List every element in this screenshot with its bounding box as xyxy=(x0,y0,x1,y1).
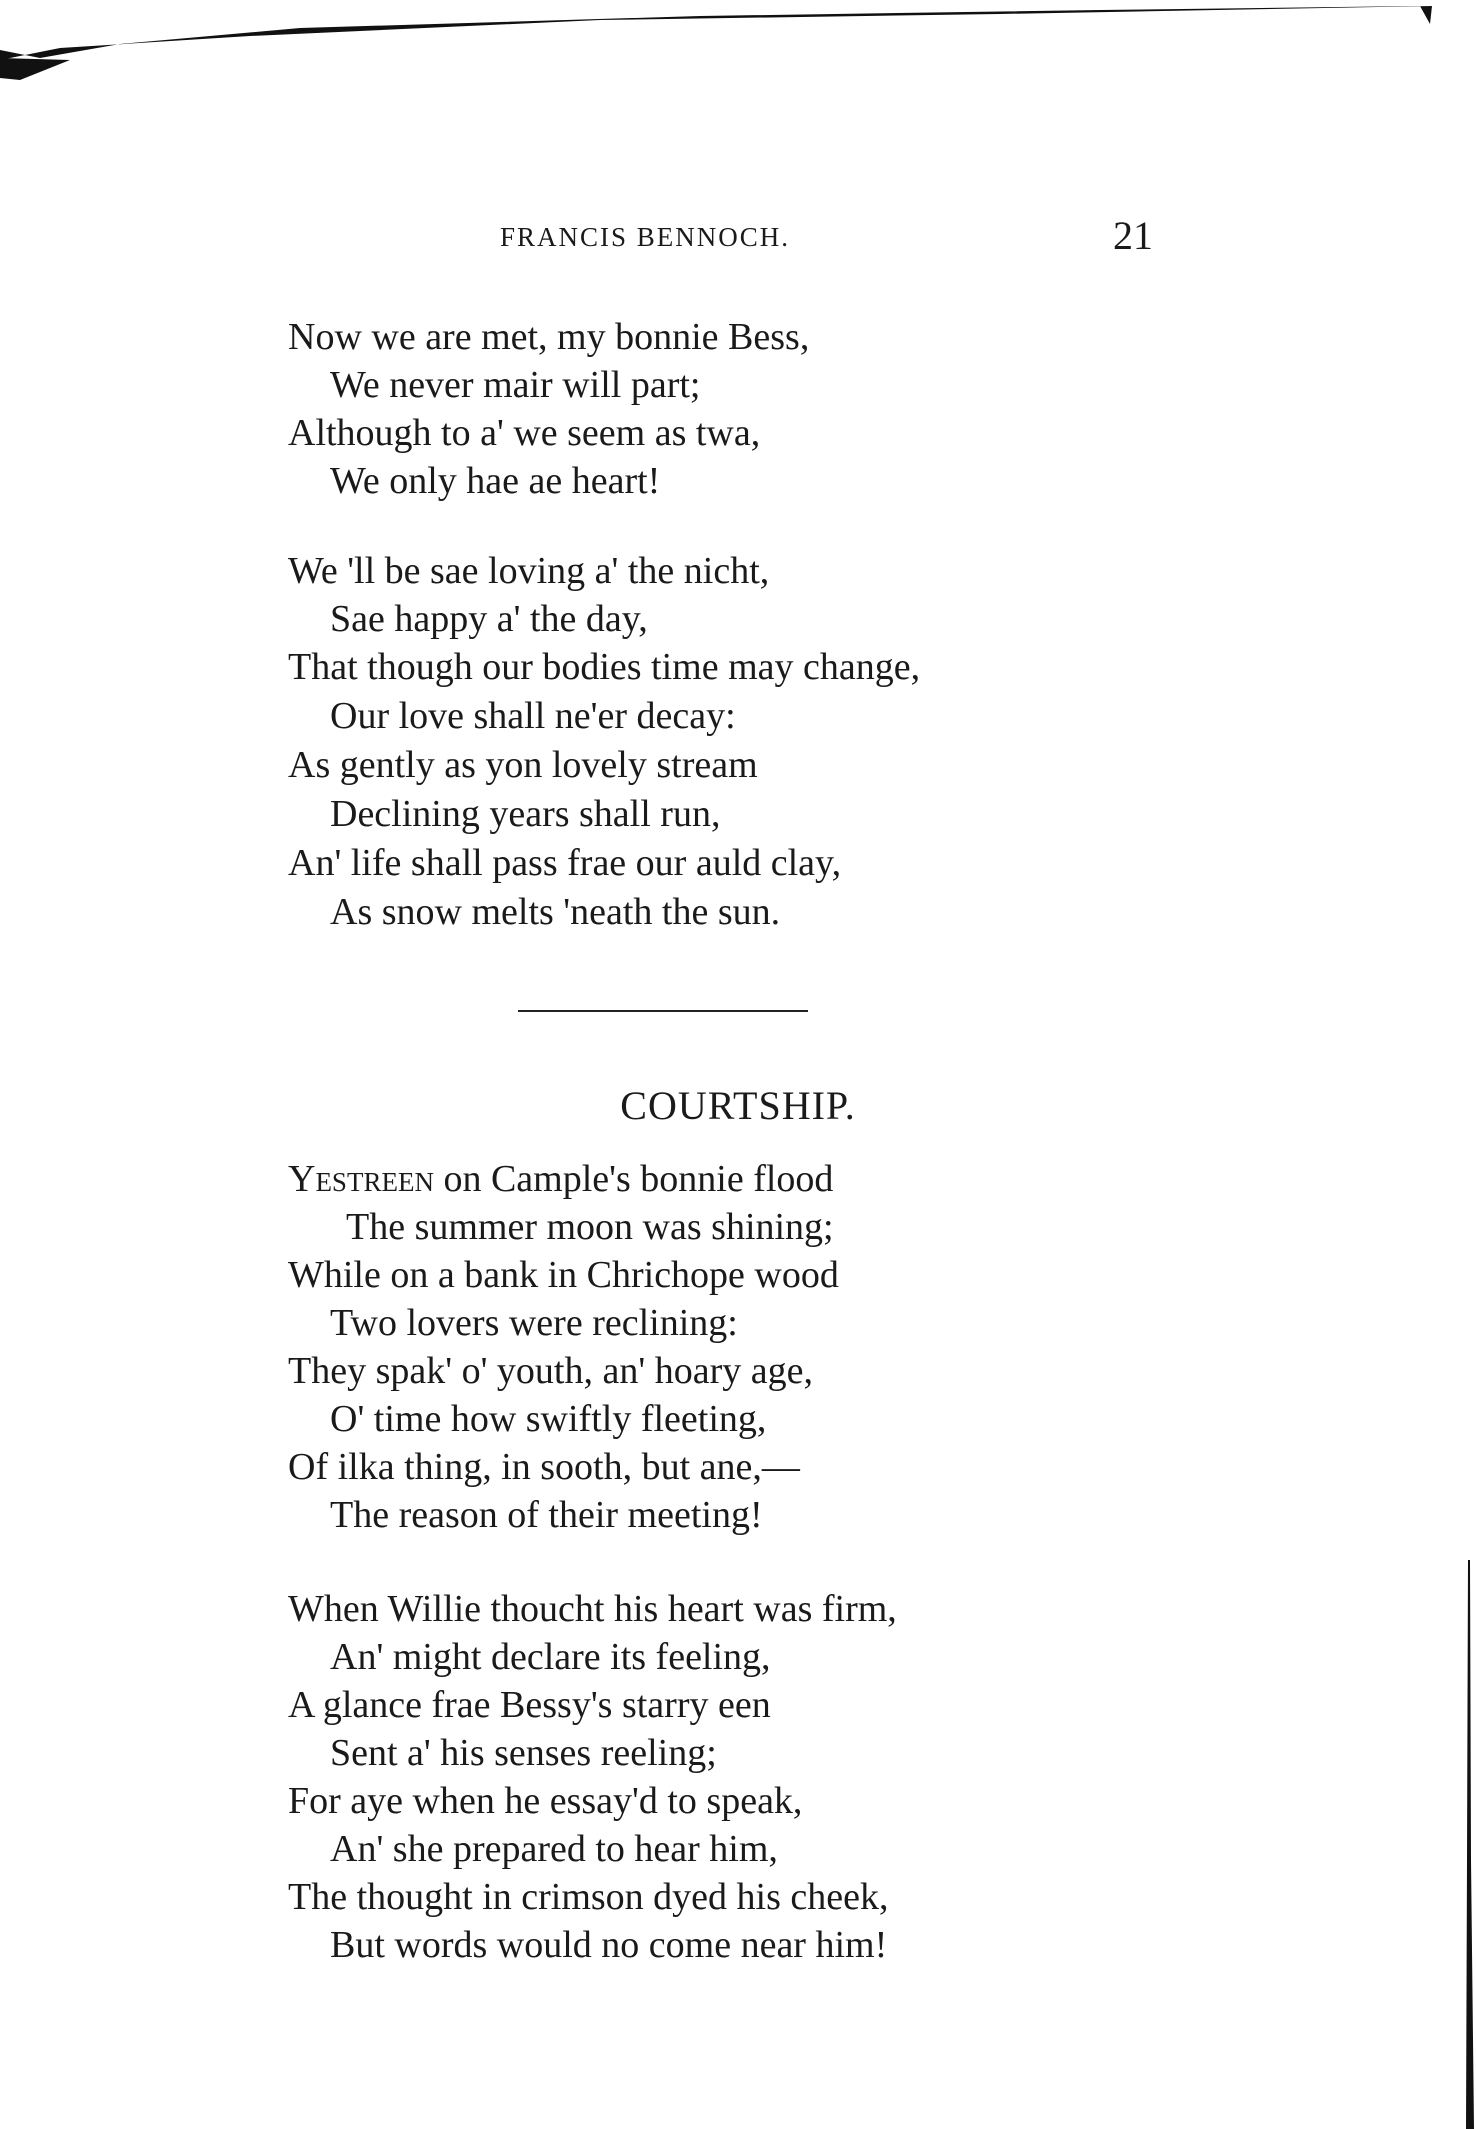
verse-line: An' might declare its feeling, xyxy=(330,1636,771,1678)
verse-line: An' life shall pass frae our auld clay, xyxy=(288,842,842,884)
verse-line: Although to a' we seem as twa, xyxy=(288,412,761,454)
verse-line: O' time how swiftly fleeting, xyxy=(330,1398,767,1440)
verse-line: We 'll be sae loving a' the nicht, xyxy=(288,550,770,592)
opening-word: Yestreen xyxy=(288,1158,434,1200)
scan-edge-shadow xyxy=(0,0,1476,90)
verse-line: When Willie thoucht his heart was firm, xyxy=(288,1588,897,1630)
scan-edge-right xyxy=(1462,1560,1476,2129)
verse-line: Sae happy a' the day, xyxy=(330,598,648,640)
verse-line: An' she prepared to hear him, xyxy=(330,1828,778,1870)
verse-line-rest: on Cample's bonnie flood xyxy=(433,1158,834,1200)
verse-line: That though our bodies time may change, xyxy=(288,646,921,688)
verse-line: We only hae ae heart! xyxy=(330,460,661,502)
running-title: FRANCIS BENNOCH. xyxy=(500,222,791,252)
verse-line: They spak' o' youth, an' hoary age, xyxy=(288,1350,813,1392)
verse-line: While on a bank in Chrichope wood xyxy=(288,1254,839,1296)
verse-line xyxy=(288,1160,833,1198)
verse-line: A glance frae Bessy's starry een xyxy=(288,1684,771,1726)
section-divider xyxy=(518,1010,808,1012)
page-number: 21 xyxy=(1113,213,1153,258)
verse-line: Sent a' his senses reeling; xyxy=(330,1732,717,1774)
verse-line: Our love shall ne'er decay: xyxy=(330,695,736,737)
verse-line: The thought in crimson dyed his cheek, xyxy=(288,1876,889,1918)
verse-line: Of ilka thing, in sooth, but ane,— xyxy=(288,1446,800,1488)
verse-line: As gently as yon lovely stream xyxy=(288,744,758,786)
verse-line: The reason of their meeting! xyxy=(330,1494,763,1536)
verse-line: Declining years shall run, xyxy=(330,793,721,835)
verse-line: As snow melts 'neath the sun. xyxy=(330,891,781,933)
verse-line: For aye when he essay'd to speak, xyxy=(288,1780,803,1822)
verse-line: The summer moon was shining; xyxy=(346,1206,834,1248)
running-head xyxy=(0,213,1476,258)
verse-line: We never mair will part; xyxy=(330,364,701,406)
poem-title: COURTSHIP. xyxy=(620,1083,856,1128)
verse-line: But words would no come near him! xyxy=(330,1924,888,1966)
verse-line: Now we are met, my bonnie Bess, xyxy=(288,316,810,358)
verse-line: Two lovers were reclining: xyxy=(330,1302,738,1344)
